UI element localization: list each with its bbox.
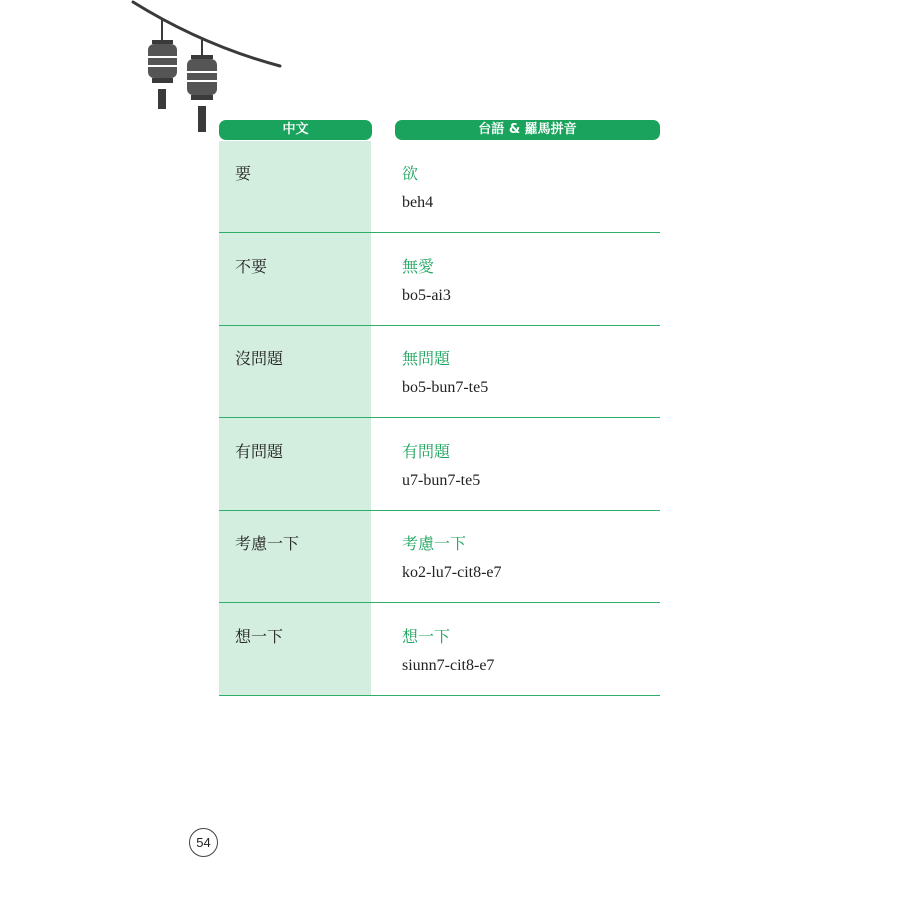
chinese-term: 沒問題: [235, 349, 284, 368]
lantern-icon: [187, 38, 217, 132]
table-row: [219, 234, 660, 326]
table-row: [219, 141, 660, 233]
taiwanese-term: 考慮一下: [402, 534, 467, 553]
taiwanese-term: 無問題: [402, 349, 451, 368]
taiwanese-term: 無愛: [402, 257, 435, 276]
hanging-lanterns-icon: [0, 0, 300, 140]
column-header-taiwanese: 台語 & 羅馬拼音: [395, 120, 660, 140]
column-header-chinese: 中文: [219, 120, 372, 140]
romanization: bo5-ai3: [402, 287, 451, 304]
table-row: [219, 326, 660, 418]
romanization: bo5-bun7-te5: [402, 379, 489, 396]
romanization: u7-bun7-te5: [402, 472, 481, 489]
lantern-icon: [148, 20, 177, 109]
romanization: siunn7-cit8-e7: [402, 657, 495, 674]
chinese-term: 想一下: [235, 627, 284, 646]
taiwanese-term: 有問題: [402, 442, 451, 461]
chinese-term: 考慮一下: [235, 534, 300, 553]
table-row: [219, 419, 660, 511]
chinese-term: 要: [235, 164, 252, 183]
table-row: [219, 604, 660, 696]
taiwanese-term: 想一下: [402, 627, 451, 646]
chinese-term: 不要: [235, 257, 268, 276]
romanization: ko2-lu7-cit8-e7: [402, 564, 502, 581]
page-number: 54: [189, 828, 218, 857]
table-row: [219, 511, 660, 603]
romanization: beh4: [402, 194, 434, 211]
chinese-term: 有問題: [235, 442, 284, 461]
taiwanese-term: 欲: [402, 164, 419, 183]
